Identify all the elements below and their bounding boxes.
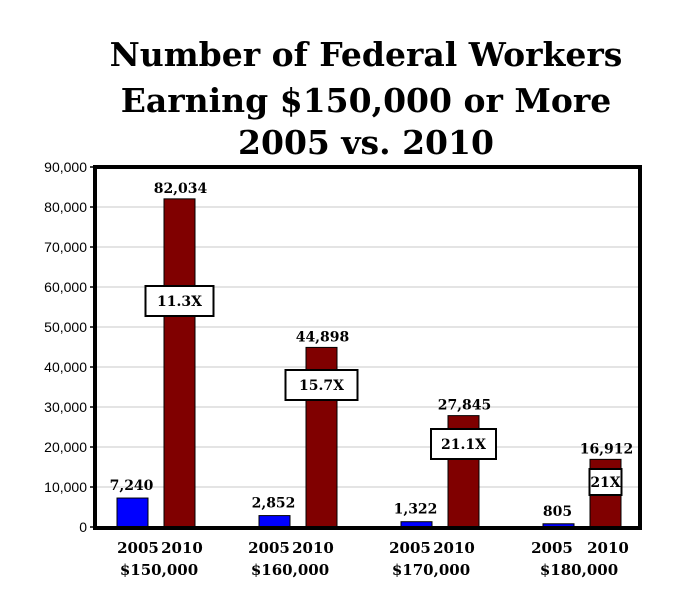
- value-label-2005: 2,852: [251, 495, 296, 512]
- y-tick-label: 10,000: [44, 479, 87, 495]
- chart-title-line-1: Number of Federal Workers: [109, 35, 623, 74]
- value-label-2010: 16,912: [579, 441, 634, 458]
- x-category-label: $180,000: [539, 561, 619, 579]
- bar-2005: [259, 516, 290, 527]
- x-year-label-2010: 2010: [433, 539, 475, 557]
- y-tick-label: 50,000: [44, 319, 87, 335]
- bars: [117, 199, 621, 527]
- multiplier-label: 21X: [590, 475, 621, 491]
- x-axis-labels: [117, 539, 629, 579]
- value-label-2005: 805: [542, 503, 573, 520]
- x-category-label: $170,000: [391, 561, 471, 579]
- y-tick-label: 60,000: [44, 279, 87, 295]
- chart-title-line-2: Earning $150,000 or More: [120, 81, 612, 120]
- value-label-2005: 1,322: [393, 501, 438, 518]
- value-label-2010: 44,898: [295, 329, 350, 346]
- multiplier-label: 11.3X: [157, 294, 202, 310]
- multiplier-label: 21.1X: [441, 437, 486, 453]
- value-label-2005: 7,240: [109, 478, 154, 495]
- y-tick-label: 90,000: [44, 159, 87, 175]
- x-year-label-2005: 2005: [117, 539, 159, 557]
- y-tick-label: 40,000: [44, 359, 87, 375]
- x-category-label: $160,000: [250, 561, 330, 579]
- x-year-label-2005: 2005: [531, 539, 573, 557]
- multiplier-label: 15.7X: [299, 378, 344, 394]
- x-year-label-2005: 2005: [248, 539, 290, 557]
- y-tick-label: 80,000: [44, 199, 87, 215]
- x-year-label-2010: 2010: [161, 539, 203, 557]
- y-tick-label: 70,000: [44, 239, 87, 255]
- y-axis: [44, 159, 96, 535]
- bar-2010: [164, 199, 195, 527]
- bar-2005: [117, 498, 148, 527]
- y-tick-label: 30,000: [44, 399, 87, 415]
- x-year-label-2010: 2010: [292, 539, 334, 557]
- value-label-2010: 82,034: [153, 180, 208, 197]
- y-tick-label: 0: [79, 519, 87, 535]
- x-category-label: $150,000: [119, 561, 199, 579]
- x-year-label-2010: 2010: [587, 539, 629, 557]
- value-label-2010: 27,845: [437, 397, 492, 414]
- y-tick-label: 20,000: [44, 439, 87, 455]
- chart-title-line-3: 2005 vs. 2010: [238, 123, 494, 162]
- x-year-label-2005: 2005: [389, 539, 431, 557]
